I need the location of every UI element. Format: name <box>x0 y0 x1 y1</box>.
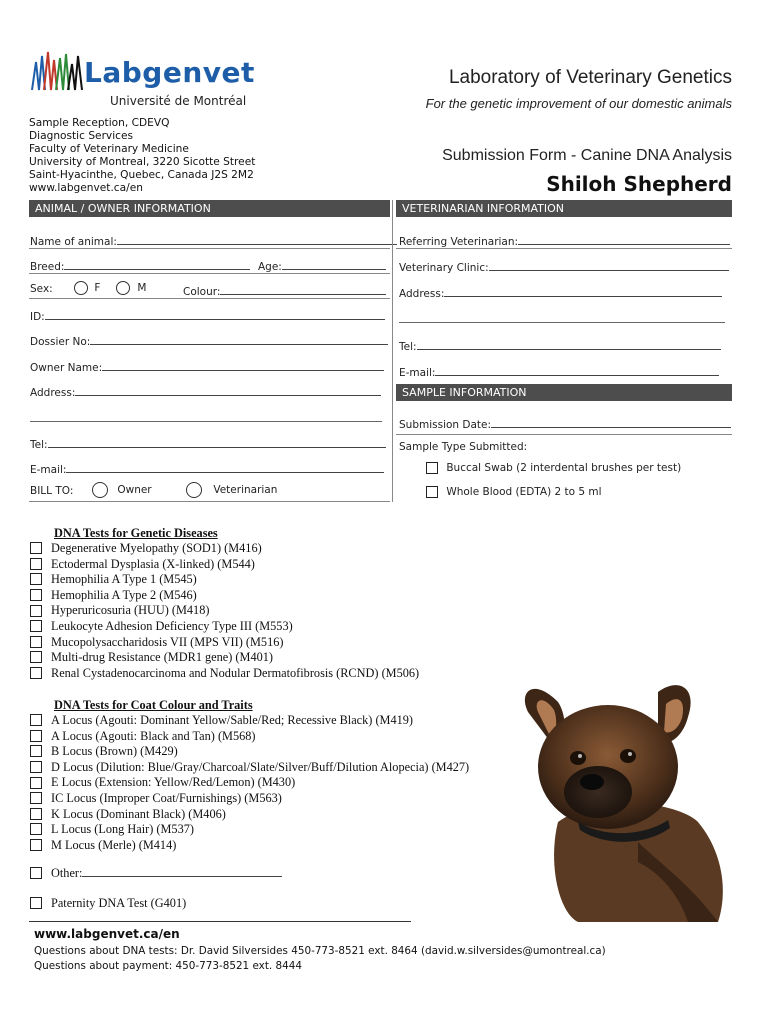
id-label: ID: <box>30 311 45 323</box>
owner-email-field[interactable] <box>30 461 384 476</box>
submission-date-input[interactable] <box>491 416 731 428</box>
test-checkbox[interactable] <box>30 777 42 789</box>
referring-vet-input[interactable] <box>518 233 730 245</box>
age-label: Age: <box>258 261 282 273</box>
address-line: Faculty of Veterinary Medicine <box>29 143 189 155</box>
test-label: B Locus (Brown) (M429) <box>51 744 178 759</box>
coat-tests-section <box>30 698 469 853</box>
whole-blood-label: Whole Blood (EDTA) 2 to 5 ml <box>446 486 602 498</box>
test-checkbox[interactable] <box>30 636 42 648</box>
animal-name-label: Name of animal: <box>30 236 117 248</box>
logo-university: Université de Montréal <box>110 94 247 108</box>
vet-address-input[interactable] <box>444 285 722 297</box>
row-divider <box>29 298 390 299</box>
test-option[interactable] <box>30 822 469 838</box>
vet-tel-field[interactable] <box>399 338 721 353</box>
form-title: Submission Form - Canine DNA Analysis <box>442 147 732 164</box>
test-checkbox[interactable] <box>30 839 42 851</box>
animal-name-field[interactable] <box>30 233 397 248</box>
veterinarian-section-bar: VETERINARIAN INFORMATION <box>396 200 732 217</box>
logo-wordmark: Labgenvet <box>84 56 255 89</box>
owner-email-input[interactable] <box>66 461 384 473</box>
test-checkbox[interactable] <box>30 542 42 554</box>
genetic-tests-section <box>30 526 419 681</box>
row-divider <box>396 248 732 249</box>
paternity-test-label: Paternity DNA Test (G401) <box>51 896 187 910</box>
lab-title: Laboratory of Veterinary Genetics <box>448 67 732 88</box>
bill-to-label: BILL TO: <box>30 485 74 497</box>
breed-label: Breed: <box>30 261 65 273</box>
sex-f-option[interactable] <box>74 281 100 295</box>
vet-email-field[interactable] <box>399 364 719 379</box>
owner-address-line-2[interactable] <box>30 421 382 422</box>
sex-m-radio[interactable] <box>116 281 130 295</box>
other-test-label: Other: <box>51 866 83 880</box>
footer-rule <box>29 921 411 922</box>
test-option[interactable] <box>30 807 469 823</box>
clinic-input[interactable] <box>489 259 729 271</box>
test-checkbox[interactable] <box>30 620 42 632</box>
address-line: www.labgenvet.ca/en <box>29 182 143 194</box>
whole-blood-checkbox[interactable] <box>426 486 438 498</box>
owner-address-label: Address: <box>30 387 76 399</box>
test-checkbox[interactable] <box>30 714 42 726</box>
test-label: A Locus (Agouti: Dominant Yellow/Sable/Red; Recessive Black) (M419) <box>51 713 414 727</box>
test-option[interactable] <box>30 557 419 573</box>
row-divider <box>29 248 390 249</box>
referring-vet-label: Referring Veterinarian: <box>399 236 519 248</box>
test-option[interactable] <box>30 729 469 745</box>
buccal-swab-label: Buccal Swab (2 interdental brushes per test) <box>446 462 682 474</box>
referring-vet-field[interactable] <box>399 233 730 248</box>
test-label: Renal Cystadenocarcinoma and Nodular Dermatofibrosis (RCND) (M506) <box>51 665 420 680</box>
whole-blood-option[interactable] <box>426 486 602 498</box>
sex-label: Sex: <box>30 283 53 295</box>
vet-tel-label: Tel: <box>399 341 417 353</box>
owner-name-field[interactable] <box>30 359 384 374</box>
address-line: Diagnostic Services <box>29 130 133 142</box>
vet-address-label: Address: <box>399 288 445 300</box>
test-option[interactable] <box>30 666 419 682</box>
colour-field[interactable] <box>183 283 386 298</box>
lab-address <box>29 117 255 195</box>
dna-peaks-logo-icon <box>30 50 86 94</box>
sex-m-label: M <box>137 282 147 294</box>
test-label: E Locus (Extension: Yellow/Red/Lemon) (M430) <box>51 775 296 790</box>
test-checkbox[interactable] <box>30 823 42 835</box>
test-label: Ectodermal Dysplasia (X-linked) (M544) <box>51 556 255 571</box>
sample-section-bar: SAMPLE INFORMATION <box>396 384 732 401</box>
bill-vet-label: Veterinarian <box>213 484 278 496</box>
test-label: Hemophilia A Type 1 (M545) <box>51 572 197 587</box>
test-label: L Locus (Long Hair) (M537) <box>51 822 194 837</box>
test-option[interactable] <box>30 713 469 729</box>
vet-address-line-2[interactable] <box>399 322 725 323</box>
test-option[interactable] <box>30 541 419 557</box>
test-label: Degenerative Myelopathy (SOD1) (M416) <box>51 541 262 555</box>
clinic-field[interactable] <box>399 259 729 274</box>
test-label: Hemophilia A Type 2 (M546) <box>51 587 197 602</box>
test-option[interactable] <box>30 572 419 588</box>
owner-email-label: E-mail: <box>30 464 67 476</box>
clinic-label: Veterinary Clinic: <box>399 262 489 274</box>
age-input[interactable] <box>282 258 386 270</box>
address-line: Sample Reception, CDEVQ <box>29 117 170 129</box>
colour-input[interactable] <box>220 283 386 295</box>
test-option[interactable] <box>30 635 419 651</box>
sex-m-option[interactable] <box>116 281 146 295</box>
test-checkbox[interactable] <box>30 651 42 663</box>
test-checkbox[interactable] <box>30 761 42 773</box>
submission-date-field[interactable] <box>399 416 731 431</box>
breed-title: Shiloh Shepherd <box>546 172 732 196</box>
bill-vet-option[interactable] <box>186 482 277 498</box>
vet-tel-input[interactable] <box>417 338 721 350</box>
test-option[interactable] <box>30 838 469 854</box>
owner-name-label: Owner Name: <box>30 362 103 374</box>
dossier-input[interactable] <box>90 333 388 345</box>
vet-email-input[interactable] <box>435 364 719 376</box>
genetic-tests-title: DNA Tests for Genetic Diseases <box>54 526 218 540</box>
column-divider <box>392 200 393 502</box>
buccal-swab-option[interactable] <box>426 462 681 474</box>
sex-f-radio[interactable] <box>74 281 88 295</box>
owner-name-input[interactable] <box>102 359 384 371</box>
animal-owner-section-bar: ANIMAL / OWNER INFORMATION <box>29 200 390 217</box>
coat-tests-title: DNA Tests for Coat Colour and Traits <box>54 698 253 712</box>
bill-owner-option[interactable] <box>92 482 152 498</box>
test-label: Mucopolysaccharidosis VII (MPS VII) (M516) <box>51 634 284 649</box>
breed-field[interactable] <box>30 258 250 273</box>
buccal-swab-checkbox[interactable] <box>426 462 438 474</box>
row-divider <box>396 434 732 435</box>
test-checkbox[interactable] <box>30 589 42 601</box>
animal-name-input[interactable] <box>117 233 397 245</box>
test-option[interactable] <box>30 619 419 635</box>
test-label: K Locus (Dominant Black) (M406) <box>51 806 226 821</box>
row-divider <box>29 273 390 274</box>
submission-date-label: Submission Date: <box>399 419 492 431</box>
test-checkbox[interactable] <box>30 605 42 617</box>
footer-url[interactable]: www.labgenvet.ca/en <box>34 927 180 941</box>
test-option[interactable] <box>30 650 419 666</box>
test-checkbox[interactable] <box>30 667 42 679</box>
address-line: Saint-Hyacinthe, Quebec, Canada J2S 2M2 <box>29 169 254 181</box>
sex-f-label: F <box>94 282 101 294</box>
test-option[interactable] <box>30 588 419 604</box>
bill-owner-radio[interactable] <box>92 482 108 498</box>
test-checkbox[interactable] <box>30 745 42 757</box>
owner-address-input[interactable] <box>75 384 381 396</box>
test-label: A Locus (Agouti: Black and Tan) (M568) <box>51 728 256 743</box>
puppy-photo <box>488 672 740 924</box>
other-test-checkbox[interactable] <box>30 867 42 879</box>
owner-tel-label: Tel: <box>30 439 48 451</box>
labgenvet-logo <box>30 48 255 110</box>
test-checkbox[interactable] <box>30 573 42 585</box>
footer-payment-contact: Questions about payment: 450-773-8521 ext. 8444 <box>34 960 302 972</box>
test-label: IC Locus (Improper Coat/Furnishings) (M563) <box>51 790 282 805</box>
owner-address-field[interactable] <box>30 384 381 399</box>
test-checkbox[interactable] <box>30 730 42 742</box>
test-label: Hyperuricosuria (HUU) (M418) <box>51 603 210 618</box>
id-input[interactable] <box>45 308 385 320</box>
test-checkbox[interactable] <box>30 558 42 570</box>
footer-dna-contact: Questions about DNA tests: Dr. David Silversides 450-773-8521 ext. 8464 (david.w.silversides@umontreal.ca) <box>34 945 606 957</box>
owner-tel-field[interactable] <box>30 436 386 451</box>
colour-label: Colour: <box>183 286 221 298</box>
dossier-field[interactable] <box>30 333 388 348</box>
test-label: Leukocyte Adhesion Deficiency Type III (M553) <box>51 618 293 633</box>
breed-input[interactable] <box>64 258 250 270</box>
owner-tel-input[interactable] <box>48 436 386 448</box>
address-line: University of Montreal, 3220 Sicotte Street <box>29 156 256 168</box>
test-option[interactable] <box>30 791 469 807</box>
lab-subtitle: For the genetic improvement of our domestic animals <box>425 96 732 111</box>
test-label: M Locus (Merle) (M414) <box>51 837 177 852</box>
test-option[interactable] <box>30 603 419 619</box>
test-checkbox[interactable] <box>30 792 42 804</box>
vet-email-label: E-mail: <box>399 367 436 379</box>
other-test-input[interactable] <box>82 867 282 877</box>
sample-type-label: Sample Type Submitted: <box>399 441 528 453</box>
age-field[interactable] <box>258 258 386 273</box>
dossier-label: Dossier No: <box>30 336 91 348</box>
bill-owner-label: Owner <box>117 484 152 496</box>
vet-address-field[interactable] <box>399 285 722 300</box>
id-field[interactable] <box>30 308 385 323</box>
other-test-option[interactable] <box>30 866 282 882</box>
row-divider <box>29 501 390 502</box>
bill-vet-radio[interactable] <box>186 482 202 498</box>
paternity-test-option[interactable] <box>30 896 186 912</box>
test-option[interactable] <box>30 744 469 760</box>
paternity-test-checkbox[interactable] <box>30 897 42 909</box>
test-option[interactable] <box>30 775 469 791</box>
test-label: D Locus (Dilution: Blue/Gray/Charcoal/Slate/Silver/Buff/Dilution Alopecia) (M427) <box>51 759 470 774</box>
test-label: Multi-drug Resistance (MDR1 gene) (M401) <box>51 650 273 665</box>
test-option[interactable] <box>30 760 469 776</box>
test-checkbox[interactable] <box>30 808 42 820</box>
